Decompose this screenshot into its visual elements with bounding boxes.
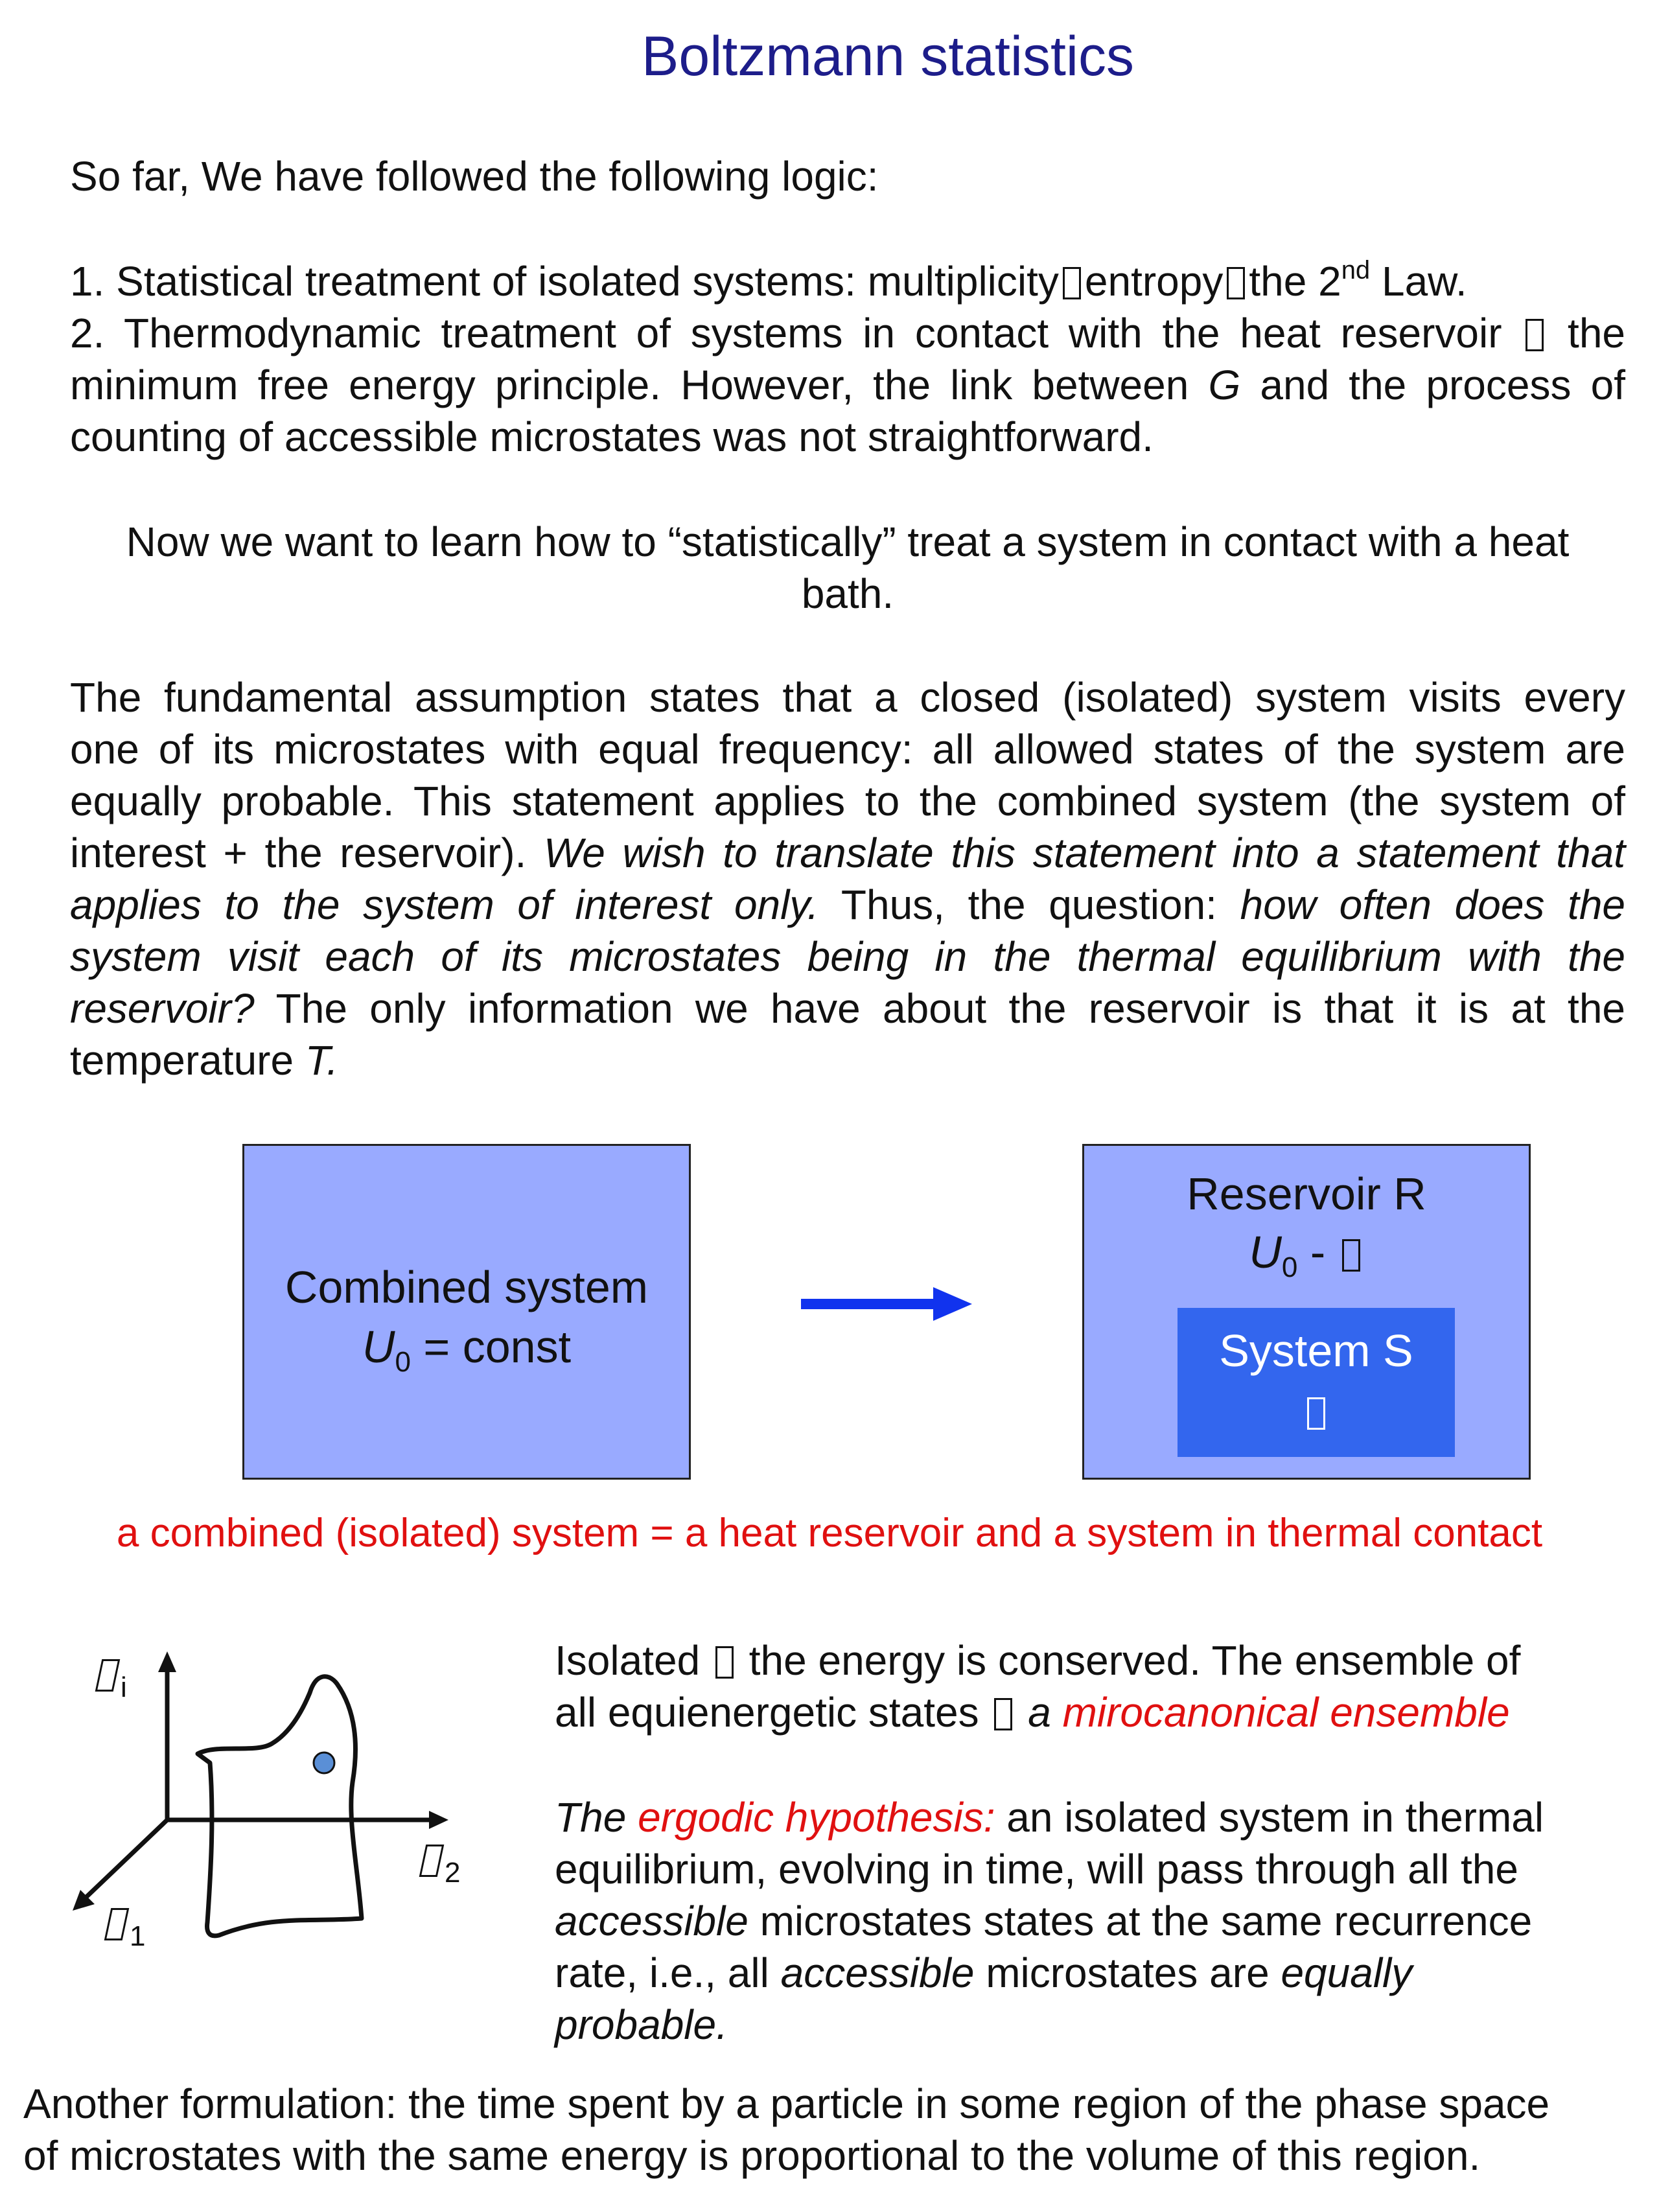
axis-diagonal (84, 1820, 167, 1899)
list-item-2-line-1: 2. Thermodynamic treatment of systems in contact with the heat reservoir the (70, 310, 1626, 356)
another-line-1: Another formulation: the time spent by a particle in some region of the phase space (23, 2080, 1550, 2127)
axis-horizontal-arrowhead (429, 1811, 448, 1829)
ergodic-line-4: rate, i.e., all accessible microstates are equally (555, 1950, 1413, 1996)
omega-glyph-icon (104, 1908, 130, 1940)
ergodic-line-3: accessible microstates states at the same recurrence (555, 1898, 1533, 1944)
axis-label-1: 1 (104, 1895, 145, 1947)
arrow-glyph-icon (994, 1698, 1012, 1730)
omega-glyph-icon (419, 1845, 445, 1877)
fundamental-line-5: applies to the system of interest only. Thus, the question: how often does the (70, 881, 1626, 928)
fundamental-line-7: reservoir? The only information we have about the reservoir is that it is at the (70, 985, 1625, 1032)
list-item-1: 1. Statistical treatment of isolated systems: multiplicity entropy the 2nd Law. (70, 256, 1467, 305)
another-line-2: of microstates with the same energy is proportional to the volume of this region. (23, 2132, 1481, 2179)
intro-text: So far, We have followed the following logic: (70, 153, 879, 200)
fundamental-line-3: equally probable. This statement applies to the combined system (the system of (70, 778, 1625, 824)
state-point (314, 1752, 334, 1773)
axis-label-i: i (95, 1646, 127, 1698)
system-s-label: System S (1219, 1325, 1413, 1376)
fundamental-line-2: one of its microstates with equal frequency: all allowed states of the system are (70, 726, 1625, 773)
ergodic-line-1: The ergodic hypothesis: an isolated system in thermal (555, 1794, 1544, 1841)
slide-title: Boltzmann statistics (642, 25, 1134, 87)
fundamental-line-1: The fundamental assumption states that a closed (isolated) system visits every (70, 674, 1625, 721)
fundamental-line-6: system visit each of its microstates being in the thermal equilibrium with the (70, 933, 1625, 980)
ergodic-line-2: equilibrium, evolving in time, will pass through all the (555, 1846, 1518, 1892)
fundamental-line-4: interest + the reservoir). We wish to translate this statement into a statement that (70, 830, 1626, 876)
list-item-2-line-2: minimum free energy principle. However, the link between G and the process of (70, 362, 1625, 408)
phase-region (198, 1677, 362, 1936)
axis-vertical-arrowhead (158, 1651, 176, 1672)
now-line-2: bath. (801, 570, 894, 617)
combined-system-label: Combined system (284, 1262, 649, 1312)
omega-glyph-icon (95, 1659, 121, 1692)
now-line-1: Now we want to learn how to “statistically” treat a system in contact with a heat (126, 518, 1570, 565)
ergodic-line-5: probable. (555, 2001, 728, 2048)
isolated-line-1: Isolated the energy is conserved. The ensemble of (555, 1637, 1521, 1684)
reservoir-label: Reservoir R (1187, 1169, 1426, 1219)
combined-energy-label: $U_0$ = const (362, 1321, 572, 1378)
isolated-line-2: all equienergetic states a mirocanonical ensemble (555, 1689, 1510, 1736)
fundamental-line-8: temperature T. (70, 1037, 338, 1084)
reservoir-energy-label: $U_0$ - (1084, 1222, 1529, 1282)
axis-label-2: 2 (419, 1832, 460, 1883)
arrow-glyph-icon (715, 1646, 734, 1679)
list-item-2-line-3: counting of accessible microstates was not straightforward. (70, 413, 1154, 460)
diagram-caption: a combined (isolated) system = a heat reservoir and a system in thermal contact (116, 1511, 1543, 1555)
